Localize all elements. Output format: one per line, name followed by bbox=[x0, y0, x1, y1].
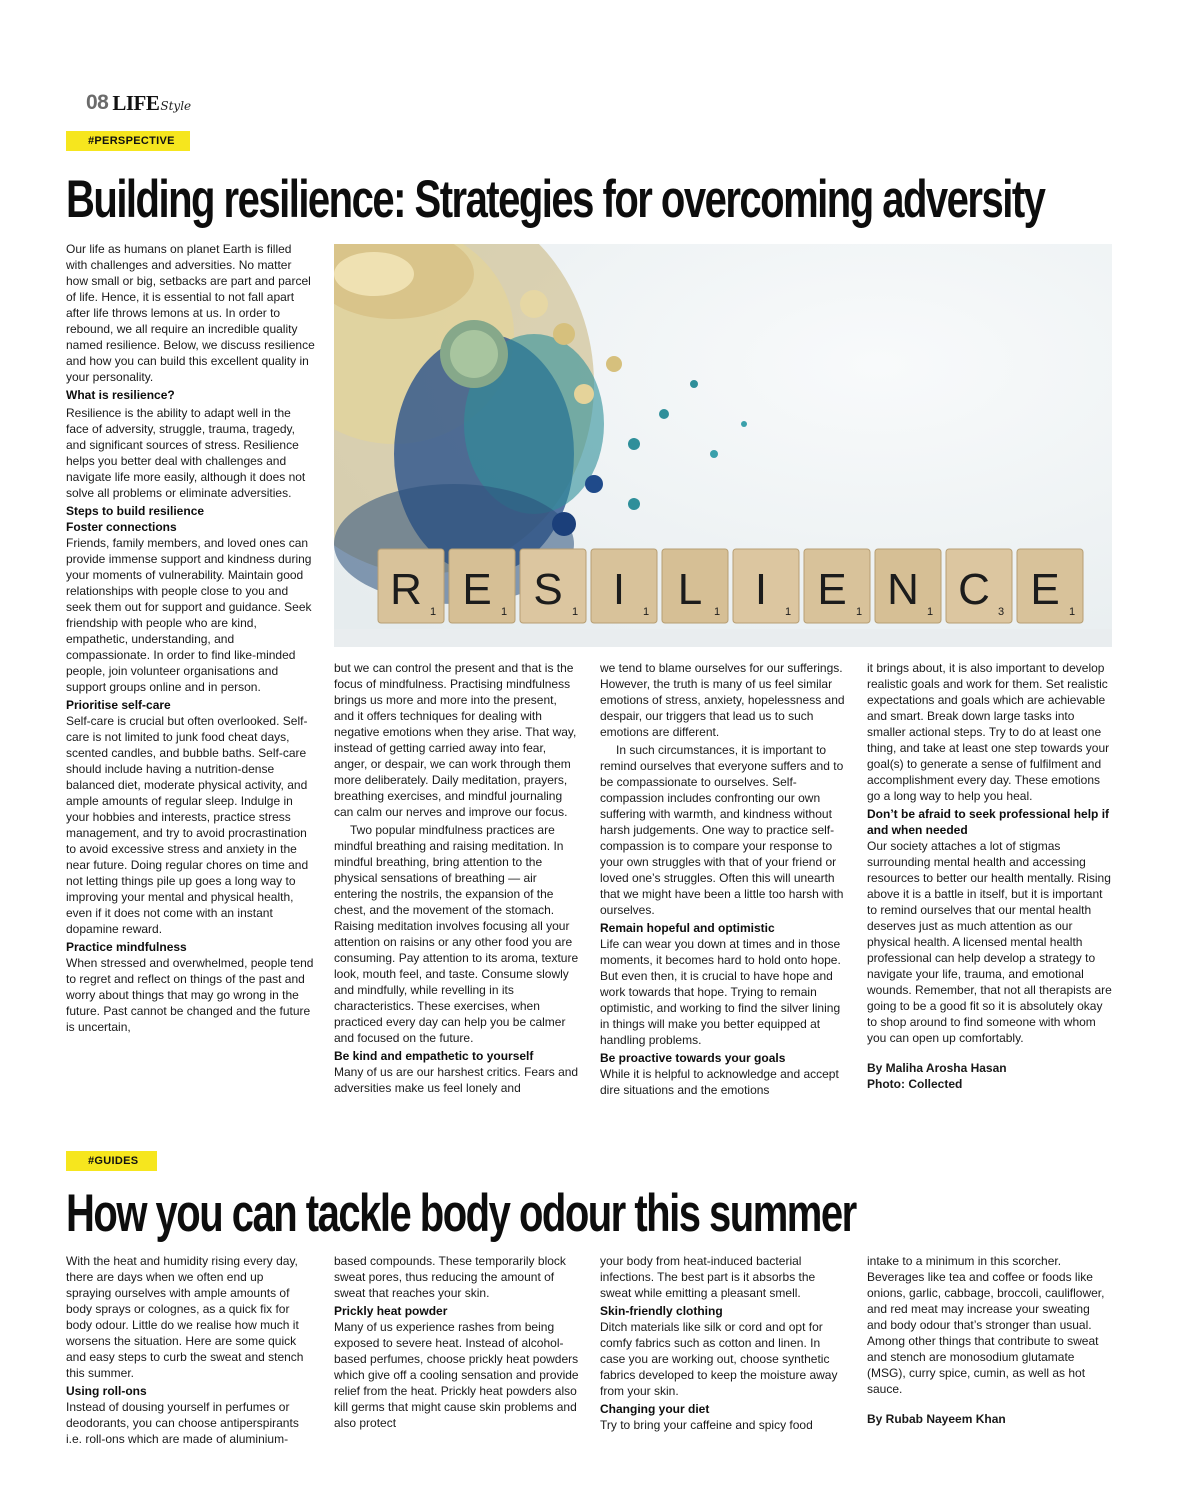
section-tag-perspective: #PERSPECTIVE bbox=[66, 131, 190, 151]
body-paragraph: Friends, family members, and loved ones can provide immense support and kindness during your moments of vulnerability. Maintain good relationships with people close to you and seek them out for support and guidance. Seek friendship with people who are kind, empathetic, understanding, and compassionate. In order to find like-minded people, join volunteer organisations and support groups online and in person. bbox=[66, 536, 312, 694]
tile-letter: S bbox=[533, 565, 563, 614]
body-paragraph: we tend to blame ourselves for our sufferings. However, the truth is many of us feel similar emotions of stress, anxiety, hopelessness and despair, our triggers that lead us to such emotions are different. bbox=[600, 661, 845, 739]
subheading: Skin-friendly clothing bbox=[600, 1304, 723, 1318]
tile-score: 1 bbox=[642, 606, 650, 618]
subheading: Practice mindfulness bbox=[66, 940, 187, 954]
article-headline-resilience: Building resilience: Strategies for overcoming adversity bbox=[66, 170, 1045, 229]
subheading: Be kind and empathetic to yourself bbox=[334, 1049, 534, 1063]
section-tag-guides: #GUIDES bbox=[66, 1151, 157, 1171]
body-paragraph: based compounds. These temporarily block sweat pores, thus reducing the amount of sweat that reaches your skin. bbox=[334, 1254, 566, 1300]
tile-letter: R bbox=[390, 565, 422, 614]
article1-column-1 bbox=[66, 241, 316, 1037]
tile-score: 1 bbox=[571, 606, 579, 618]
body-paragraph: Resilience is the ability to adapt well in the face of adversity, struggle, trauma, tragedy, and significant sources of stress. Resilience helps you better deal with challenges and navigate life more easily, although it does not solve all problems or eliminate adversities. bbox=[66, 406, 306, 500]
body-paragraph: Many of us experience rashes from being exposed to severe heat. Instead of alcohol-based perfumes, choose prickly heat powders which give off a cooling sensation and provide relief from the heat. Prickly heat powders also kill germs that might cause skin problems and also protect bbox=[334, 1320, 579, 1430]
body-paragraph: Instead of dousing yourself in perfumes or deodorants, you can choose antiperspirants i.e. roll-ons which are made of aluminium- bbox=[66, 1400, 299, 1446]
author-byline: By Rubab Nayeem Khan bbox=[867, 1412, 1006, 1426]
subheading: Don’t be afraid to seek professional help if and when needed bbox=[867, 807, 1110, 837]
article2-column-4 bbox=[867, 1253, 1113, 1429]
author-byline: By Maliha Arosha Hasan bbox=[867, 1061, 1007, 1075]
article1-column-2 bbox=[334, 660, 580, 1098]
resilience-photo-illustration bbox=[334, 244, 1112, 647]
tile-score: 1 bbox=[713, 606, 721, 618]
tile-score: 1 bbox=[926, 606, 934, 618]
tile-letter: I bbox=[754, 565, 768, 614]
tile-letter: E bbox=[462, 565, 492, 614]
masthead bbox=[86, 88, 191, 114]
tile-letter: I bbox=[612, 565, 626, 614]
subheading: Prickly heat powder bbox=[334, 1304, 448, 1318]
page-number: 08 bbox=[86, 91, 109, 114]
subheading: Prioritise self-care bbox=[66, 698, 171, 712]
subheading: Foster connections bbox=[66, 520, 177, 534]
tile-letter: L bbox=[677, 565, 703, 614]
subheading: What is resilience? bbox=[66, 388, 175, 402]
body-paragraph: Self-care is crucial but often overlooked. Self-care is not limited to junk food cheat days, scented candles, and bubble baths. Self-care should include having a nutrition-dense balanced diet, moderate physical activity, and ample amounts of regular sleep. Indulge in your hobbies and interests, practice stress management, and try to avoid procrastination to avoid excessive stress and anxiety in the near future. Doing regular chores on time and not letting things pile up goes a long way to improving your mental and physical health, even if it does not come with an instant dopamine reward. bbox=[66, 714, 309, 936]
body-paragraph: Our society attaches a lot of stigmas surrounding mental health and accessing resources to better our health mentally. Rising above it is a battle in itself, but it is important to remind ourselves that our mental health deserves just as much attention as our physical health. A licensed mental health professional can help develop a strategy to navigate your life, trauma, and emotional wounds. Remember, that not all therapists are going to be a good fit so it is absolutely okay to shop around to find someone with whom you can open up comfortably. bbox=[867, 839, 1112, 1045]
article1-column-4 bbox=[867, 660, 1115, 1094]
tile-score: 1 bbox=[500, 606, 508, 618]
subheading: Be proactive towards your goals bbox=[600, 1051, 786, 1065]
body-paragraph: Ditch materials like silk or cord and opt for comfy fabrics such as cotton and linen. In case you are working out, choose synthetic fabrics developed to keep the moisture away from your skin. bbox=[600, 1320, 838, 1398]
body-paragraph: but we can control the present and that is the focus of mindfulness. Practising mindfulness brings us more and more into the present, and it offers techniques for dealing with negative emotions when they arise. That way, instead of getting carried away into fear, anger, or despair, we can work through them more deliberately. Daily meditation, prayers, breathing exercises, and mindful journaling can calm our nerves and improve our focus. bbox=[334, 661, 577, 819]
tile-score: 1 bbox=[855, 606, 863, 618]
body-paragraph: Many of us are our harshest critics. Fears and adversities make us feel lonely and bbox=[334, 1065, 579, 1095]
tile-letter: C bbox=[958, 565, 990, 614]
tile-letter: N bbox=[887, 565, 919, 614]
tile-score: 1 bbox=[784, 606, 792, 618]
body-paragraph: With the heat and humidity rising every day, there are days when we often end up spraying ourselves with ample amounts of body sprays or colognes, as a quick fix for body odour. Little do we realise how much it worsens the situation. Here are some quick and easy steps to curb the sweat and stench this summer. bbox=[66, 1254, 304, 1380]
article1-column-3 bbox=[600, 660, 846, 1100]
brand-logo: LIFE bbox=[112, 91, 160, 115]
subheading: Using roll-ons bbox=[66, 1384, 147, 1398]
resilience-photo bbox=[334, 244, 1112, 647]
body-paragraph: Life can wear you down at times and in those moments, it becomes hard to hold onto hope. But even then, it is crucial to have hope and work towards that hope. Trying to remain optimistic, and working to find the silver lining in things will make you better equipped at handling problems. bbox=[600, 937, 841, 1047]
article2-column-1 bbox=[66, 1253, 312, 1449]
body-paragraph: your body from heat-induced bacterial infections. The best part is it absorbs the sweat while emitting a pleasant smell. bbox=[600, 1254, 816, 1300]
body-paragraph: Our life as humans on planet Earth is filled with challenges and adversities. No matter how small or big, setbacks are part and parcel of life. Hence, it is essential to not fall apart after life throws lemons at us. In order to rebound, we all require an incredible quality named resilience. Below, we discuss resilience and how you can build this excellent quality in your personality. bbox=[66, 242, 315, 384]
tile-letter: E bbox=[817, 565, 847, 614]
subheading: Steps to build resilience bbox=[66, 504, 205, 518]
body-paragraph: Two popular mindfulness practices are mindful breathing and raising meditation. In mindful breathing, bring attention to the physical sensations of breathing — air entering the nostrils, the expansion of the chest, and the movement of the stomach. Raising meditation involves focusing all your attention on raisins or any other food you are consuming. Pay attention to its aroma, texture look, mouth feel, and taste. Consume slowly and mindfully, while revelling in its characteristics. These exercises, when practiced every day can help you be calmer and focused on the future. bbox=[334, 823, 579, 1045]
body-paragraph: When stressed and overwhelmed, people tend to regret and reflect on things of the past and worry about things that may go wrong in the future. Past cannot be changed and the future is uncertain, bbox=[66, 956, 314, 1034]
body-paragraph: While it is helpful to acknowledge and accept dire situations and the emotions bbox=[600, 1067, 839, 1097]
article2-column-2 bbox=[334, 1253, 580, 1433]
brand-logo-script: Style bbox=[160, 99, 192, 113]
tile-score: 1 bbox=[429, 606, 437, 618]
subheading: Remain hopeful and optimistic bbox=[600, 921, 775, 935]
tile-letter: E bbox=[1030, 565, 1060, 614]
body-paragraph: In such circumstances, it is important to remind ourselves that everyone suffers and to be compassionate to ourselves. Self-compassion includes confronting our own suffering with warmth, and kindness without harsh judgements. One way to practice self-compassion is to compare your response to your own struggles with that of your friend or loved one’s struggles. Often this will unearth that we might have been a little too harsh with ourselves. bbox=[600, 743, 844, 917]
body-paragraph: Try to bring your caffeine and spicy food bbox=[600, 1418, 813, 1432]
subheading: Changing your diet bbox=[600, 1402, 710, 1416]
body-paragraph: intake to a minimum in this scorcher. Beverages like tea and coffee or foods like onions, garlic, cabbage, broccoli, cauliflower, and red meat may increase your sweating and body odour that’s stronger than usual. Among other things that contribute to sweat and stench are monosodium glutamate (MSG), curry spice, cumin, as well as hot sauce. bbox=[867, 1254, 1105, 1396]
article2-column-3 bbox=[600, 1253, 846, 1435]
tile-score: 3 bbox=[997, 606, 1005, 618]
tile-score: 1 bbox=[1068, 606, 1076, 618]
body-paragraph: it brings about, it is also important to develop realistic goals and work for them. Set realistic expectations and goals which are achievable and smart. Break down large tasks into smaller actional steps. Try to do at least one thing, and take at least one step towards your goal(s) to generate a sense of fulfilment and accomplishment every day. These emotions go a long way to help you heal. bbox=[867, 661, 1110, 803]
photo-credit: Photo: Collected bbox=[867, 1077, 963, 1091]
article-headline-body-odour: How you can tackle body odour this summer bbox=[66, 1184, 856, 1243]
